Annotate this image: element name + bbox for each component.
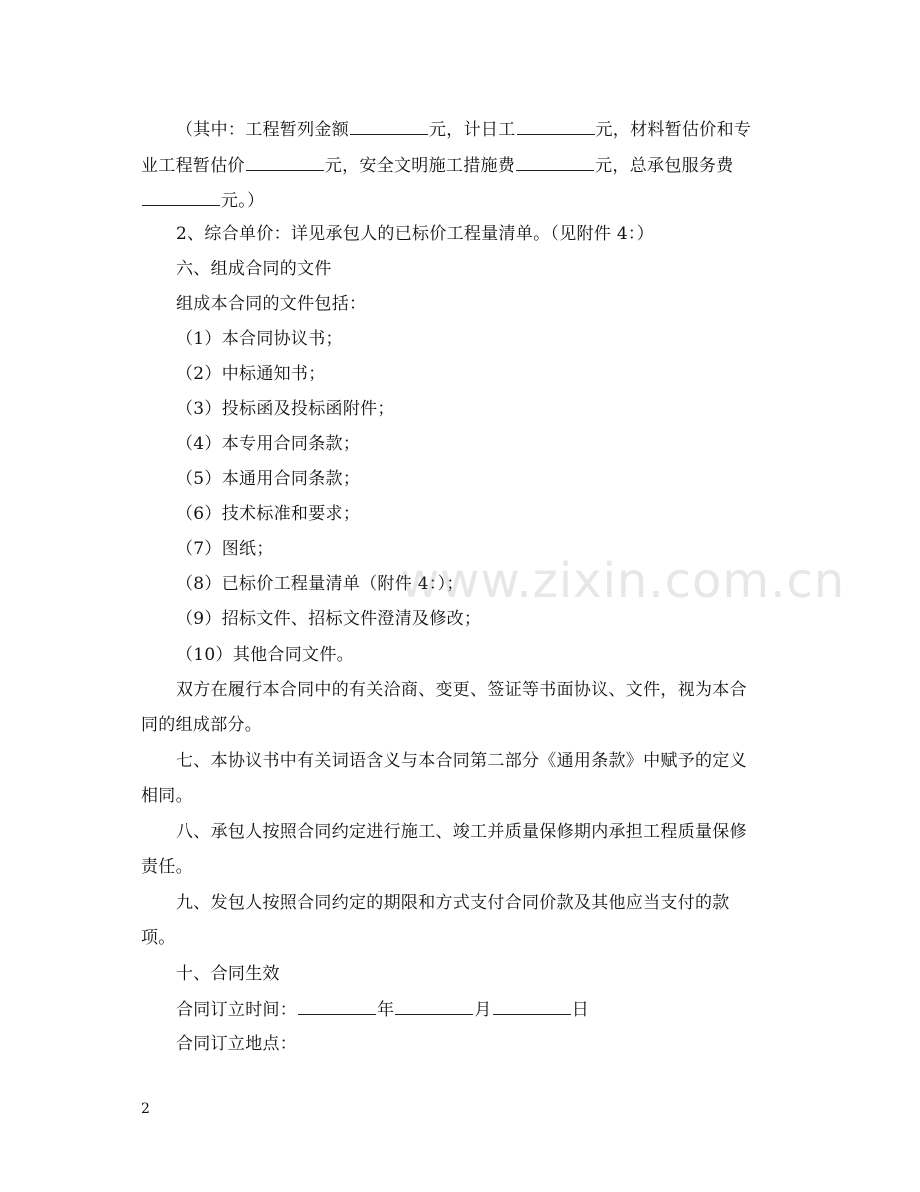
list-item: （5）本通用合同条款； bbox=[176, 469, 361, 489]
text-line-3: 元。） bbox=[141, 190, 781, 211]
blank-field bbox=[517, 119, 595, 135]
list-item: （1）本合同协议书； bbox=[176, 329, 343, 349]
contract-place-line: 合同订立地点： bbox=[176, 1034, 298, 1054]
section-heading-9: 九、发包人按照合同约定的期限和方式支付合同价款及其他应当支付的款 bbox=[176, 893, 730, 913]
section-heading-6: 六、组成合同的文件 bbox=[176, 259, 332, 279]
section-heading-8: 八、承包人按照合同约定进行施工、竣工并质量保修期内承担工程质量保修 bbox=[176, 822, 747, 842]
text-line-4: 2、综合单价：详见承包人的已标价工程量清单。（见附件 4：） bbox=[176, 224, 655, 244]
list-item: （2）中标通知书； bbox=[176, 364, 326, 384]
text-line-6: 组成本合同的文件包括： bbox=[176, 294, 367, 314]
text-line-24: 项。 bbox=[141, 928, 176, 948]
section-heading-10: 十、合同生效 bbox=[176, 964, 280, 984]
list-item: （4）本专用合同条款； bbox=[176, 434, 361, 454]
contract-date-line: 合同订立时间： 年 月 日 bbox=[176, 1000, 590, 1020]
list-item: （9）招标文件、招标文件澄清及修改； bbox=[176, 609, 482, 629]
page-number: 2 bbox=[141, 1101, 150, 1117]
list-item: （8）已标价工程量清单（附件 4：）； bbox=[176, 574, 464, 594]
watermark: www.zixin.com.cn bbox=[400, 553, 846, 609]
day-blank bbox=[493, 999, 571, 1015]
year-blank bbox=[298, 999, 376, 1015]
list-item: （6）技术标准和要求； bbox=[176, 504, 361, 524]
list-item: （3）投标函及投标函附件； bbox=[176, 399, 395, 419]
list-item: （10）其他合同文件。 bbox=[176, 645, 354, 665]
text-line-18: 同的组成部分。 bbox=[141, 715, 263, 735]
blank-field bbox=[246, 155, 324, 171]
section-heading-7: 七、本协议书中有关词语含义与本合同第二部分《通用条款》中赋予的定义 bbox=[176, 751, 747, 771]
blank-field bbox=[516, 155, 594, 171]
text-line-17: 双方在履行本合同中的有关洽商、变更、签证等书面协议、文件，视为本合 bbox=[176, 680, 747, 700]
blank-field bbox=[350, 119, 428, 135]
text-line-1: （其中：工程暂列金额 元，计日工 元，材料暂估价和专 bbox=[176, 120, 752, 140]
text-line-22: 责任。 bbox=[141, 857, 193, 877]
text-line-2: 业工程暂估价 元，安全文明施工措施费 元，总承包服务费 bbox=[141, 156, 734, 176]
month-blank bbox=[395, 999, 473, 1015]
text-line-20: 相同。 bbox=[141, 786, 193, 806]
blank-field bbox=[142, 190, 220, 206]
list-item: （7）图纸； bbox=[176, 539, 274, 559]
